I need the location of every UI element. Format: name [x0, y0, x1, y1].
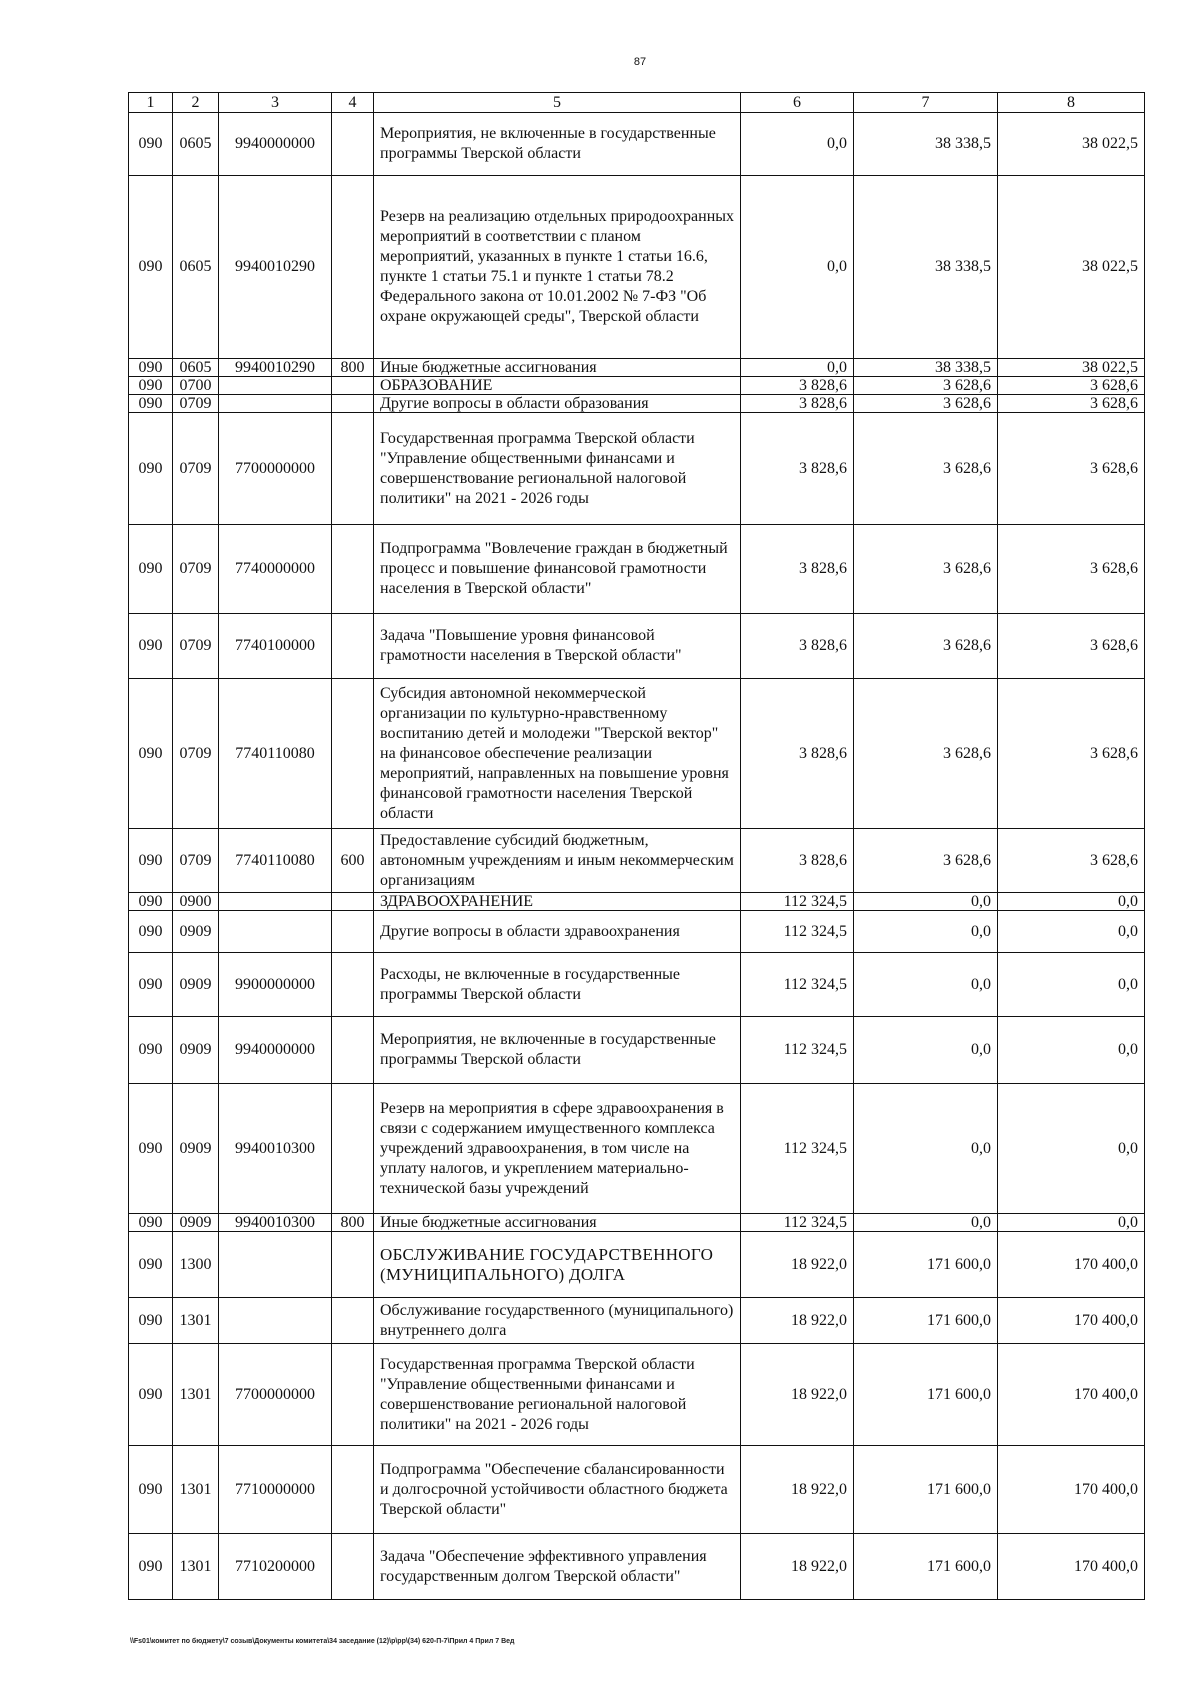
- cell-target-code: 7700000000: [219, 1344, 332, 1446]
- cell-target-code: 7710200000: [219, 1534, 332, 1600]
- cell-amount-col7: 171 600,0: [854, 1446, 998, 1534]
- cell-amount-col7: 3 628,6: [854, 679, 998, 829]
- cell-target-code: 7740110080: [219, 679, 332, 829]
- cell-amount-col8: 170 400,0: [998, 1298, 1145, 1344]
- cell-amount-col6: 18 922,0: [741, 1446, 854, 1534]
- cell-expense-type: [332, 413, 374, 525]
- table-row: [129, 525, 1145, 614]
- cell-amount-col6: 3 828,6: [741, 413, 854, 525]
- cell-amount-col8: 170 400,0: [998, 1534, 1145, 1600]
- cell-target-code: [219, 911, 332, 953]
- cell-admin: 090: [129, 1232, 173, 1298]
- cell-target-code: [219, 377, 332, 395]
- cell-amount-col7: 38 338,5: [854, 359, 998, 377]
- cell-description: ЗДРАВООХРАНЕНИЕ: [374, 893, 741, 911]
- cell-amount-col6: 3 828,6: [741, 829, 854, 893]
- cell-expense-type: [332, 176, 374, 359]
- column-header: 7: [854, 93, 998, 113]
- cell-section: 0605: [173, 176, 219, 359]
- cell-expense-type: [332, 1298, 374, 1344]
- cell-admin: 090: [129, 1017, 173, 1084]
- cell-expense-type: [332, 395, 374, 413]
- cell-expense-type: 600: [332, 829, 374, 893]
- column-header: 5: [374, 93, 741, 113]
- cell-description: Иные бюджетные ассигнования: [374, 359, 741, 377]
- cell-amount-col8: 38 022,5: [998, 113, 1145, 176]
- cell-amount-col6: 112 324,5: [741, 1214, 854, 1232]
- cell-section: 0900: [173, 893, 219, 911]
- table-row: [129, 359, 1145, 377]
- cell-section: 0605: [173, 113, 219, 176]
- cell-amount-col8: 170 400,0: [998, 1232, 1145, 1298]
- cell-description: Подпрограмма "Обеспечение сбалансированности и долгосрочной устойчивости областного бюджета Тверской области": [374, 1446, 741, 1534]
- cell-section: 0605: [173, 359, 219, 377]
- cell-section: 1300: [173, 1232, 219, 1298]
- cell-amount-col6: 18 922,0: [741, 1298, 854, 1344]
- cell-amount-col6: 3 828,6: [741, 377, 854, 395]
- table-row: [129, 1017, 1145, 1084]
- cell-amount-col8: 0,0: [998, 1017, 1145, 1084]
- cell-amount-col7: 0,0: [854, 893, 998, 911]
- cell-amount-col7: 0,0: [854, 953, 998, 1017]
- cell-description: Субсидия автономной некоммерческой организации по культурно-нравственному воспитанию детей и молодежи "Тверской вектор" на финансовое обеспечение реализации мероприятий, направленных на повышение уровня финансовой грамотности населения Тверской области: [374, 679, 741, 829]
- cell-description: Резерв на реализацию отдельных природоохранных мероприятий в соответствии с планом мероприятий, указанных в пункте 1 статьи 16.6, пункте 1 статьи 75.1 и пункте 1 статьи 78.2 Федерального закона от 10.01.2002 № 7-ФЗ "Об охране окружающей среды", Тверской области: [374, 176, 741, 359]
- cell-admin: 090: [129, 829, 173, 893]
- header-row: [129, 93, 1145, 113]
- cell-target-code: 9940010300: [219, 1084, 332, 1214]
- cell-admin: 090: [129, 953, 173, 1017]
- cell-target-code: 9940000000: [219, 113, 332, 176]
- cell-section: 0909: [173, 911, 219, 953]
- cell-amount-col8: 0,0: [998, 911, 1145, 953]
- cell-expense-type: [332, 614, 374, 679]
- table-row: [129, 1214, 1145, 1232]
- cell-expense-type: [332, 893, 374, 911]
- page-number: 87: [633, 56, 647, 68]
- cell-expense-type: [332, 679, 374, 829]
- cell-target-code: [219, 1298, 332, 1344]
- cell-amount-col6: 3 828,6: [741, 679, 854, 829]
- cell-admin: 090: [129, 911, 173, 953]
- cell-expense-type: [332, 911, 374, 953]
- cell-section: 1301: [173, 1534, 219, 1600]
- table-row: [129, 1084, 1145, 1214]
- table-row: [129, 176, 1145, 359]
- cell-amount-col6: 112 324,5: [741, 1017, 854, 1084]
- cell-amount-col8: 3 628,6: [998, 413, 1145, 525]
- cell-description: Государственная программа Тверской области "Управление общественными финансами и совершенствование региональной налоговой политики" на 2021 - 2026 годы: [374, 413, 741, 525]
- cell-amount-col7: 171 600,0: [854, 1232, 998, 1298]
- cell-target-code: 9900000000: [219, 953, 332, 1017]
- table-row: [129, 911, 1145, 953]
- cell-amount-col7: 3 628,6: [854, 395, 998, 413]
- cell-section: 0709: [173, 395, 219, 413]
- cell-amount-col6: 3 828,6: [741, 614, 854, 679]
- column-header: 8: [998, 93, 1145, 113]
- cell-target-code: 7700000000: [219, 413, 332, 525]
- cell-section: 1301: [173, 1446, 219, 1534]
- cell-amount-col6: 0,0: [741, 176, 854, 359]
- cell-amount-col7: 38 338,5: [854, 113, 998, 176]
- cell-admin: 090: [129, 395, 173, 413]
- cell-admin: 090: [129, 359, 173, 377]
- table-row: [129, 395, 1145, 413]
- cell-amount-col8: 0,0: [998, 893, 1145, 911]
- column-header: 2: [173, 93, 219, 113]
- cell-expense-type: [332, 953, 374, 1017]
- column-header: 1: [129, 93, 173, 113]
- column-header: 6: [741, 93, 854, 113]
- cell-amount-col6: 112 324,5: [741, 953, 854, 1017]
- cell-expense-type: [332, 1232, 374, 1298]
- cell-admin: 090: [129, 1298, 173, 1344]
- budget-table: [128, 92, 1145, 1600]
- cell-amount-col8: 0,0: [998, 953, 1145, 1017]
- cell-section: 0709: [173, 829, 219, 893]
- cell-amount-col8: 3 628,6: [998, 525, 1145, 614]
- cell-amount-col7: 171 600,0: [854, 1344, 998, 1446]
- cell-description: Обслуживание государственного (муниципального) внутреннего долга: [374, 1298, 741, 1344]
- cell-amount-col7: 3 628,6: [854, 413, 998, 525]
- cell-amount-col6: 112 324,5: [741, 1084, 854, 1214]
- cell-amount-col8: 38 022,5: [998, 359, 1145, 377]
- cell-amount-col7: 0,0: [854, 1084, 998, 1214]
- cell-amount-col8: 3 628,6: [998, 679, 1145, 829]
- cell-admin: 090: [129, 679, 173, 829]
- cell-amount-col8: 38 022,5: [998, 176, 1145, 359]
- cell-admin: 090: [129, 1534, 173, 1600]
- table-row: [129, 679, 1145, 829]
- cell-amount-col6: 3 828,6: [741, 395, 854, 413]
- cell-amount-col6: 0,0: [741, 113, 854, 176]
- cell-amount-col8: 0,0: [998, 1084, 1145, 1214]
- cell-amount-col6: 112 324,5: [741, 911, 854, 953]
- cell-target-code: 7740100000: [219, 614, 332, 679]
- cell-description: Расходы, не включенные в государственные программы Тверской области: [374, 953, 741, 1017]
- cell-expense-type: [332, 1084, 374, 1214]
- cell-target-code: 9940010290: [219, 176, 332, 359]
- cell-expense-type: [332, 1446, 374, 1534]
- table-row: [129, 614, 1145, 679]
- cell-section: 1301: [173, 1344, 219, 1446]
- cell-target-code: 9940010300: [219, 1214, 332, 1232]
- cell-admin: 090: [129, 377, 173, 395]
- cell-amount-col6: 18 922,0: [741, 1534, 854, 1600]
- cell-description: Резерв на мероприятия в сфере здравоохранения в связи с содержанием имущественного комплекса учреждений здравоохранения, в том числе на уплату налогов, и укреплением материально-технической базы учреждений: [374, 1084, 741, 1214]
- cell-admin: 090: [129, 413, 173, 525]
- cell-amount-col7: 3 628,6: [854, 614, 998, 679]
- table-row: [129, 1344, 1145, 1446]
- cell-description: Другие вопросы в области образования: [374, 395, 741, 413]
- cell-amount-col7: 171 600,0: [854, 1298, 998, 1344]
- cell-target-code: 9940010290: [219, 359, 332, 377]
- cell-expense-type: [332, 377, 374, 395]
- cell-amount-col8: 170 400,0: [998, 1446, 1145, 1534]
- cell-section: 0909: [173, 953, 219, 1017]
- table-row: [129, 829, 1145, 893]
- cell-section: 0909: [173, 1084, 219, 1214]
- cell-amount-col8: 170 400,0: [998, 1344, 1145, 1446]
- cell-expense-type: [332, 1534, 374, 1600]
- cell-amount-col7: 3 628,6: [854, 829, 998, 893]
- table-row: [129, 1232, 1145, 1298]
- cell-amount-col7: 3 628,6: [854, 525, 998, 614]
- cell-description: ОБСЛУЖИВАНИЕ ГОСУДАРСТВЕННОГО (МУНИЦИПАЛЬНОГО) ДОЛГА: [374, 1232, 741, 1298]
- cell-section: 0709: [173, 679, 219, 829]
- cell-section: 0709: [173, 614, 219, 679]
- cell-expense-type: [332, 1344, 374, 1446]
- cell-target-code: 7710000000: [219, 1446, 332, 1534]
- cell-amount-col7: 0,0: [854, 911, 998, 953]
- cell-section: 0700: [173, 377, 219, 395]
- table-row: [129, 413, 1145, 525]
- cell-target-code: 7740000000: [219, 525, 332, 614]
- cell-amount-col8: 3 628,6: [998, 614, 1145, 679]
- cell-expense-type: [332, 113, 374, 176]
- table-row: [129, 1298, 1145, 1344]
- cell-target-code: 9940000000: [219, 1017, 332, 1084]
- cell-section: 0709: [173, 413, 219, 525]
- cell-admin: 090: [129, 614, 173, 679]
- cell-target-code: [219, 893, 332, 911]
- table-row: [129, 1534, 1145, 1600]
- cell-amount-col8: 3 628,6: [998, 829, 1145, 893]
- cell-expense-type: 800: [332, 1214, 374, 1232]
- cell-expense-type: [332, 525, 374, 614]
- cell-amount-col7: 3 628,6: [854, 377, 998, 395]
- cell-admin: 090: [129, 1214, 173, 1232]
- column-header: 3: [219, 93, 332, 113]
- cell-admin: 090: [129, 113, 173, 176]
- cell-amount-col6: 0,0: [741, 359, 854, 377]
- footer-file-path: \\Fs01\комитет по бюджету\7 созыв\Документы комитета\34 заседание (12)\р\рр\(34) 620-П-7\Прил 4 Прил 7 Вед: [130, 1638, 515, 1645]
- column-header: 4: [332, 93, 374, 113]
- table-row: [129, 377, 1145, 395]
- cell-target-code: [219, 1232, 332, 1298]
- cell-amount-col7: 38 338,5: [854, 176, 998, 359]
- cell-amount-col8: 3 628,6: [998, 377, 1145, 395]
- cell-amount-col6: 112 324,5: [741, 893, 854, 911]
- cell-description: Подпрограмма "Вовлечение граждан в бюджетный процесс и повышение финансовой грамотности населения в Тверской области": [374, 525, 741, 614]
- cell-section: 0709: [173, 525, 219, 614]
- cell-description: Мероприятия, не включенные в государственные программы Тверской области: [374, 113, 741, 176]
- table-row: [129, 113, 1145, 176]
- cell-amount-col6: 18 922,0: [741, 1344, 854, 1446]
- cell-section: 0909: [173, 1214, 219, 1232]
- cell-expense-type: 800: [332, 359, 374, 377]
- cell-amount-col8: 3 628,6: [998, 395, 1145, 413]
- cell-description: Задача "Повышение уровня финансовой грамотности населения в Тверской области": [374, 614, 741, 679]
- cell-amount-col8: 0,0: [998, 1214, 1145, 1232]
- cell-description: Предоставление субсидий бюджетным, автономным учреждениям и иным некоммерческим организациям: [374, 829, 741, 893]
- cell-admin: 090: [129, 525, 173, 614]
- cell-amount-col7: 171 600,0: [854, 1534, 998, 1600]
- table-row: [129, 893, 1145, 911]
- cell-admin: 090: [129, 1084, 173, 1214]
- cell-description: Иные бюджетные ассигнования: [374, 1214, 741, 1232]
- cell-amount-col7: 0,0: [854, 1017, 998, 1084]
- cell-target-code: [219, 395, 332, 413]
- table-row: [129, 953, 1145, 1017]
- cell-admin: 090: [129, 1446, 173, 1534]
- cell-amount-col6: 18 922,0: [741, 1232, 854, 1298]
- cell-target-code: 7740110080: [219, 829, 332, 893]
- cell-admin: 090: [129, 176, 173, 359]
- cell-expense-type: [332, 1017, 374, 1084]
- table-row: [129, 1446, 1145, 1534]
- cell-amount-col6: 3 828,6: [741, 525, 854, 614]
- cell-description: Государственная программа Тверской области "Управление общественными финансами и совершенствование региональной налоговой политики" на 2021 - 2026 годы: [374, 1344, 741, 1446]
- cell-description: Другие вопросы в области здравоохранения: [374, 911, 741, 953]
- cell-section: 1301: [173, 1298, 219, 1344]
- cell-admin: 090: [129, 1344, 173, 1446]
- cell-description: Мероприятия, не включенные в государственные программы Тверской области: [374, 1017, 741, 1084]
- cell-description: Задача "Обеспечение эффективного управления государственным долгом Тверской области": [374, 1534, 741, 1600]
- cell-amount-col7: 0,0: [854, 1214, 998, 1232]
- cell-admin: 090: [129, 893, 173, 911]
- cell-section: 0909: [173, 1017, 219, 1084]
- cell-description: ОБРАЗОВАНИЕ: [374, 377, 741, 395]
